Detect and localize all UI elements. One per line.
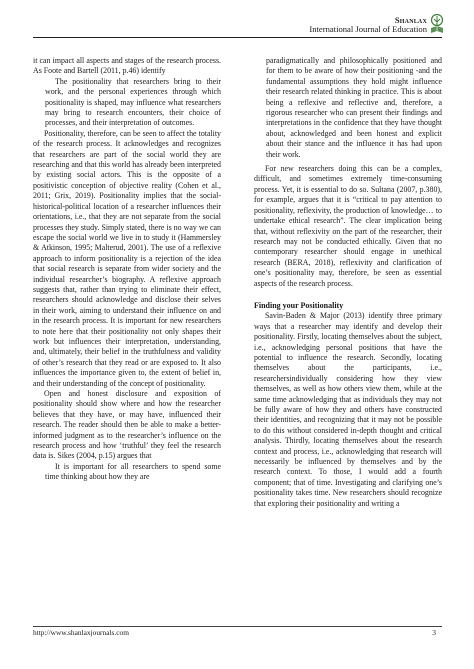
footer-rule <box>33 626 442 627</box>
paragraph-savin-baden: Savin-Baden & Major (2013) identify three primary ways that a researcher may identify and develop their positionality. Firstly, locating themselves about the subject, i.e., acknowledging personal positions that have the potential to influence the research. Secondly, locating themselves about the participants, i.e., researchersindividually considering how they view themselves, as well as how others view them, while at the same time acknowledging that as individuals they may not be fully aware of how they and others have constructed their identities, and recognizing that it may not be possible to do this without considered in-depth thought and critical analysis. Thirdly, locating themselves about the research context and process, i.e., acknowledging that research will necessarily be influenced by themselves and by the research context. To those, I would add a fourth component; that of time. Investigating and clarifying one’s positionality takes time. New researchers should recognize that exploring their positionality and writing a <box>254 311 442 508</box>
left-column <box>33 56 221 483</box>
footer-url: http://www.shanlaxjournals.com <box>33 628 129 637</box>
page-number: 3 <box>432 628 436 637</box>
publisher-block <box>309 16 427 34</box>
block-quote-sikes-continued: paradigmatically and philosophically positioned and for them to be aware of how their positioning -and the fundamental assumptions they hold might influence their research related thinking in practice. This is about being a reflexive and reflective and, therefore, a rigorous researcher who can present their findings and interpretations in the confidence that they have thought about, acknowledged and been honest and explicit about their stance and the influence it has had upon their work. <box>266 56 442 159</box>
paragraph-continued: it can impact all aspects and stages of the research process. As Foote and Bartell (2011, p.46) identify <box>33 56 221 76</box>
paragraph-new-researchers: For new researchers doing this can be a complex, difficult, and sometimes extremely time-consuming process. Yet, it is essential to do so. Sultana (2007, p.380), for example, argues that it is “critical to pay attention to positionality, reflexivity, the production of knowledge… to undertake ethical research”. The clear implication being that, without reflexivity on the part of the researcher, their research may not be conducted ethically. Given that no contemporary researcher should engage in unethical research (BERA, 2018), reflexivity and clarification of one’s positionality may, therefore, be seen as essential aspects of the research process. <box>254 164 442 288</box>
block-quote-sikes: It is important for all researchers to spend some time thinking about how they are <box>45 461 221 482</box>
journal-name: International Journal of Education <box>309 24 427 34</box>
header-rule <box>33 37 442 38</box>
publisher-name: Shanlax <box>394 15 427 25</box>
right-column <box>254 56 442 509</box>
page-header <box>0 12 474 48</box>
section-heading-finding-positionality: Finding your Positionality <box>254 300 344 310</box>
block-quote-foote-bartell: The positionality that researchers bring to their work, and the personal experiences through which positionality is shaped, may influence what researchers may bring to research encounters, their choice of processes, and their interpretation of outcomes. <box>45 76 221 128</box>
shanlax-logo-icon <box>429 14 445 36</box>
paragraph-disclosure: Open and honest disclosure and exposition of positionality should show where and how the researcher believes that they have, or may have, influenced their research. The reader should then be able to make a better-informed judgment as to the researcher’s influence on the research process and how ‘truthful’ they feel the research data is. Sikes (2004, p.15) argues that <box>33 389 221 461</box>
paragraph-positionality: Positionality, therefore, can be seen to affect the totality of the research process. It acknowledges and recognizes that researchers are part of the social world they are researching and that this world has already been interpreted by existing social actors. This is the opposite of a positivistic conception of objective reality (Cohen et al., 2011; Grix, 2019). Positionality implies that the social-historical-political location of a researcher influences their orientations, i.e., that they are not separate from the social processes they study. Simply stated, there is no way we can escape the social world we live in to study it (Hammersley & Atkinson, 1995; Malterud, 2001). The use of a reflexive approach to inform positionality is a rejection of the idea that social research is separate from wider society and the individual researcher’s biography. A reflexive approach suggests that, rather than trying to eliminate their effect, researchers should acknowledge and disclose their selves in their work, aiming to understand their influence on and in the research process. It is important for new researchers to note here that their positionality not only shapes their work but influences their interpretation, understanding, and, ultimately, their belief in the truthfulness and validity of other’s research that they read or are exposed to. It also influences the importance given to, the extent of belief in, and their understanding of the concept of positionality. <box>33 128 221 388</box>
